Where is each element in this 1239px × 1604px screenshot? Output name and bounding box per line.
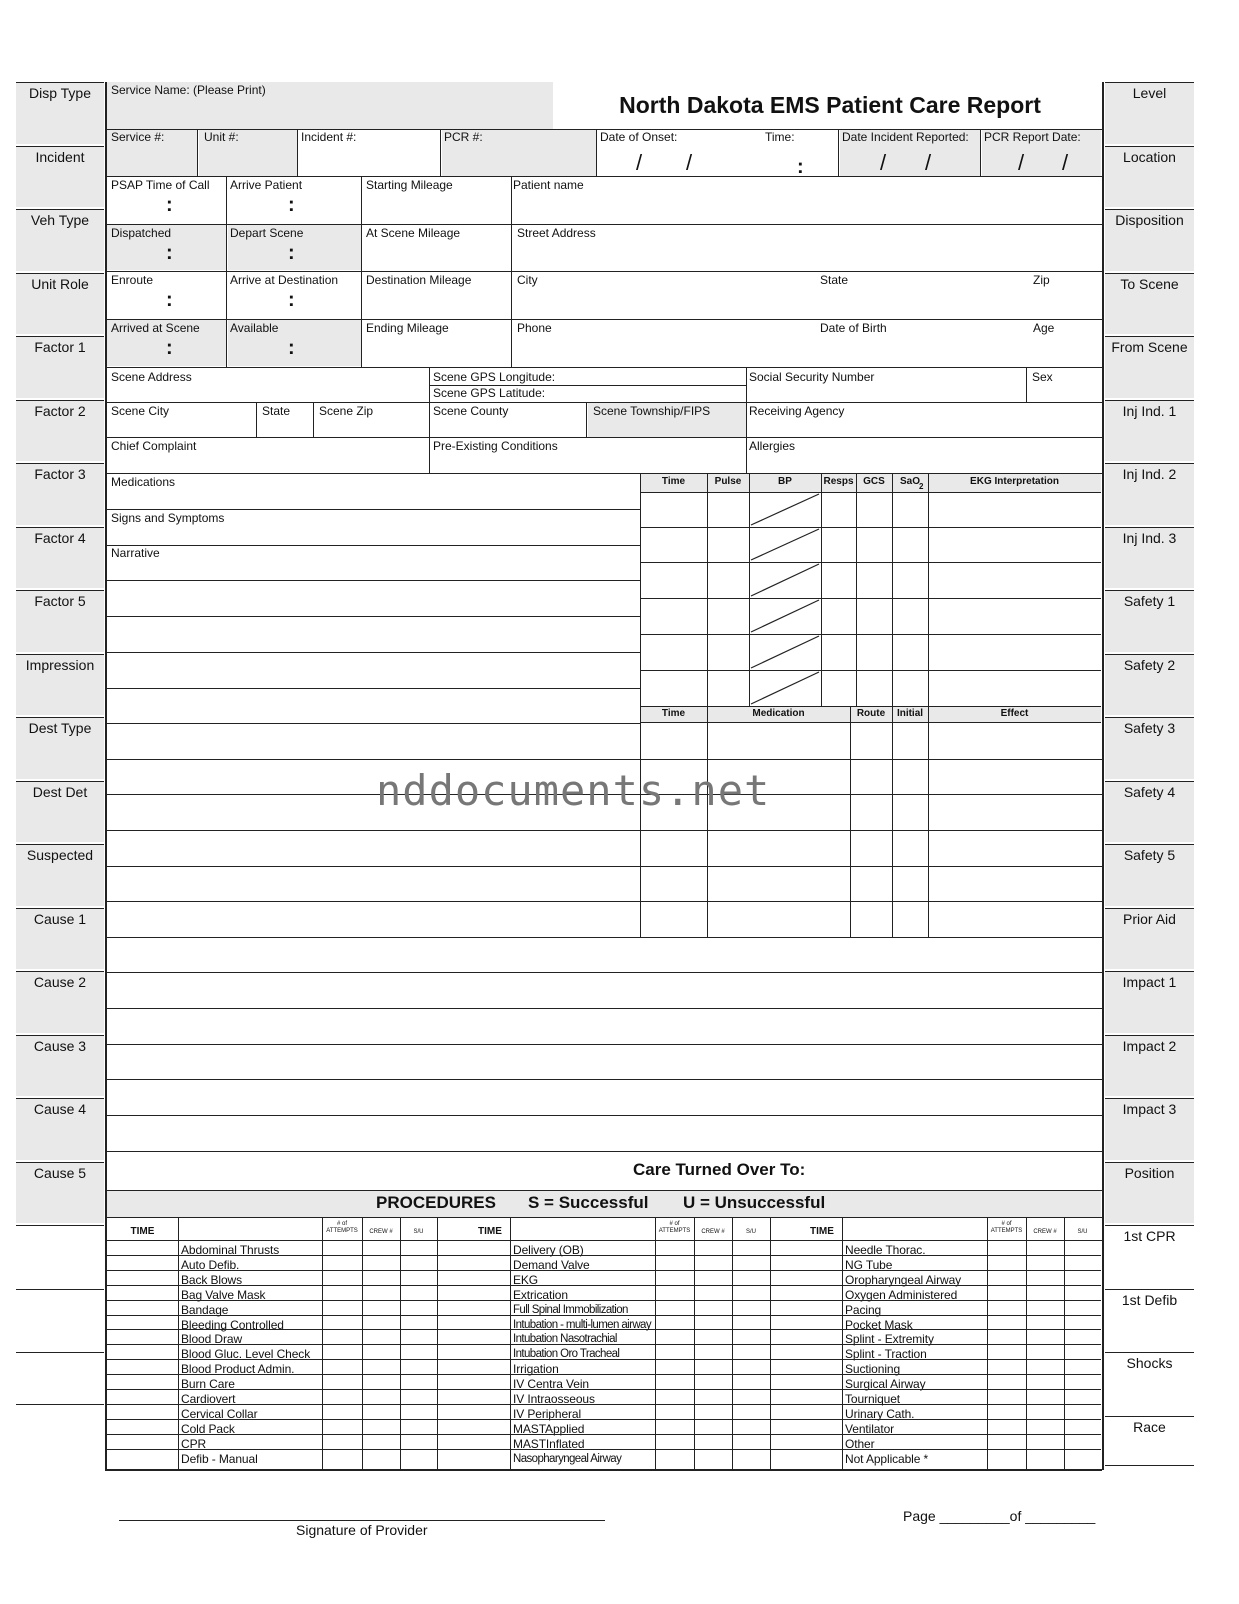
med-row bbox=[640, 901, 1101, 902]
date-slash: / bbox=[880, 150, 887, 175]
sao-subscript: 2 bbox=[919, 482, 924, 491]
proc-row bbox=[107, 1255, 1101, 1256]
left-code-6[interactable]: Factor 3 bbox=[16, 463, 104, 525]
right-code-2[interactable]: Disposition bbox=[1105, 209, 1194, 271]
bp-slash bbox=[751, 672, 819, 704]
rule bbox=[640, 722, 1101, 723]
left-code-5[interactable]: Factor 2 bbox=[16, 400, 104, 462]
age-label: Age bbox=[1033, 321, 1055, 335]
procedure-2-7[interactable]: Splint - Traction bbox=[845, 1347, 927, 1362]
left-code-13[interactable]: Cause 1 bbox=[16, 908, 104, 970]
procedure-2-0[interactable]: Needle Thorac. bbox=[845, 1243, 926, 1257]
right-code-5[interactable]: Inj Ind. 1 bbox=[1105, 400, 1194, 462]
time-colon: : bbox=[288, 194, 295, 216]
procedure-0-0[interactable]: Abdominal Thrusts bbox=[181, 1243, 280, 1257]
rule bbox=[105, 1217, 1102, 1218]
left-code-17[interactable]: Cause 5 bbox=[16, 1162, 104, 1224]
bp-slash bbox=[751, 529, 819, 560]
right-code-20[interactable]: Shocks bbox=[1126, 1355, 1173, 1371]
proc-row bbox=[107, 1359, 1101, 1360]
scene-address-label: Scene Address bbox=[111, 370, 192, 384]
time-colon: : bbox=[166, 337, 173, 359]
scene-county-label: Scene County bbox=[433, 404, 509, 418]
form-title: North Dakota EMS Patient Care Report bbox=[619, 92, 1041, 118]
date-slash: / bbox=[1018, 150, 1025, 175]
state-label: State bbox=[820, 273, 849, 287]
signs-label: Signs and Symptoms bbox=[111, 511, 225, 525]
proc-row bbox=[107, 1434, 1101, 1435]
procedure-0-14[interactable]: Defib - Manual bbox=[181, 1451, 258, 1466]
procedure-1-7[interactable]: Intubation Oro Tracheal bbox=[513, 1348, 620, 1361]
proc-row bbox=[107, 1300, 1101, 1301]
scene-city-label: Scene City bbox=[111, 404, 170, 418]
pcr-no-label: PCR #: bbox=[444, 130, 483, 144]
bp-slash bbox=[751, 636, 819, 668]
right-code-16[interactable]: Impact 3 bbox=[1105, 1098, 1194, 1160]
proc-attempts-header: # of ATTEMPTS bbox=[658, 1221, 691, 1234]
proc-su-header: S/U bbox=[745, 1229, 756, 1235]
time-colon: : bbox=[166, 289, 173, 311]
date-onset-label: Date of Onset: bbox=[600, 130, 678, 144]
proc-row bbox=[107, 1344, 1101, 1345]
time2-label-3: Available bbox=[230, 321, 279, 335]
med-row bbox=[640, 937, 1101, 938]
procedure-1-10[interactable]: IV Intraosseous bbox=[513, 1392, 595, 1406]
left-code-11[interactable]: Dest Det bbox=[16, 781, 104, 843]
time-label-2: Enroute bbox=[111, 273, 154, 287]
left-code-16[interactable]: Cause 4 bbox=[16, 1098, 104, 1160]
procedure-1-4[interactable]: Full Spinal Immobilization bbox=[513, 1303, 628, 1316]
med-header-1: Medication bbox=[752, 708, 805, 719]
procedure-2-8[interactable]: Suctioning bbox=[845, 1362, 901, 1377]
scene-township-label: Scene Township/FIPS bbox=[593, 404, 711, 418]
med-row bbox=[640, 830, 1101, 831]
date-slash: / bbox=[636, 150, 643, 175]
procedure-0-9[interactable]: Burn Care bbox=[181, 1377, 235, 1392]
procedure-2-6[interactable]: Splint - Extremity bbox=[845, 1332, 934, 1347]
time2-label-1: Depart Scene bbox=[230, 226, 304, 240]
procedure-0-2[interactable]: Back Blows bbox=[181, 1272, 243, 1287]
proc-row bbox=[107, 1285, 1101, 1286]
unsuccessful-legend: U = Unsuccessful bbox=[683, 1193, 826, 1212]
time-label: Time: bbox=[765, 130, 795, 144]
time-label-3: Arrived at Scene bbox=[111, 321, 200, 335]
right-code-4[interactable]: From Scene bbox=[1105, 336, 1194, 398]
proc-crew-header: CREW # bbox=[701, 1229, 725, 1235]
proc-row bbox=[107, 1419, 1101, 1420]
right-code-11[interactable]: Safety 4 bbox=[1105, 781, 1194, 843]
procedure-0-3[interactable]: Bag Valve Mask bbox=[181, 1287, 266, 1302]
date-reported-label: Date Incident Reported: bbox=[842, 130, 969, 144]
narrative-label: Narrative bbox=[111, 546, 160, 560]
procedure-1-6[interactable]: Intubation Nasotrachial bbox=[513, 1333, 617, 1346]
proc-attempts-header: # of ATTEMPTS bbox=[326, 1221, 358, 1234]
left-code-14[interactable]: Cause 2 bbox=[16, 971, 104, 1033]
med-header-3: Initial bbox=[896, 708, 924, 719]
proc-time-header: TIME bbox=[810, 1226, 834, 1237]
scene-state-label: State bbox=[262, 404, 291, 418]
watermark: nddocuments.net bbox=[376, 766, 771, 815]
bp-slash bbox=[751, 494, 819, 525]
right-code-14[interactable]: Impact 1 bbox=[1105, 971, 1194, 1033]
medications-label: Medications bbox=[111, 475, 176, 489]
procedure-1-13[interactable]: MASTInflated bbox=[513, 1436, 585, 1451]
rule bbox=[105, 1240, 1102, 1241]
left-code-15[interactable]: Cause 3 bbox=[16, 1035, 104, 1097]
procedure-2-11[interactable]: Urinary Cath. bbox=[845, 1406, 915, 1421]
med-div bbox=[892, 706, 893, 937]
right-code-13[interactable]: Prior Aid bbox=[1105, 908, 1194, 970]
right-code-10[interactable]: Safety 3 bbox=[1105, 717, 1194, 779]
procedure-1-12[interactable]: MASTApplied bbox=[513, 1421, 585, 1436]
left-code-8[interactable]: Factor 5 bbox=[16, 590, 104, 652]
procedure-0-10[interactable]: Cardiovert bbox=[181, 1392, 236, 1406]
time-colon: : bbox=[288, 289, 295, 311]
med-header-0: Time bbox=[661, 708, 686, 719]
procedure-2-13[interactable]: Other bbox=[845, 1436, 875, 1451]
patient-label-2: City bbox=[517, 273, 538, 287]
procedure-2-3[interactable]: Oxygen Administered bbox=[845, 1287, 958, 1302]
signature-line bbox=[119, 1520, 605, 1521]
proc-row bbox=[107, 1315, 1101, 1316]
procedures-title: PROCEDURES bbox=[376, 1193, 496, 1212]
proc-su-header: S/U bbox=[413, 1229, 424, 1235]
proc-attempts-header: # of ATTEMPTS bbox=[990, 1221, 1023, 1234]
allergies-label: Allergies bbox=[749, 439, 796, 453]
proc-row bbox=[107, 1404, 1101, 1405]
incident-no-label: Incident #: bbox=[301, 130, 357, 144]
med-row bbox=[640, 759, 1101, 760]
med-header-4: Effect bbox=[1000, 708, 1029, 719]
proc-row bbox=[107, 1449, 1101, 1450]
time-colon: : bbox=[166, 194, 173, 216]
procedure-0-4[interactable]: Bandage bbox=[181, 1302, 229, 1317]
left-code-0[interactable]: Disp Type bbox=[16, 82, 104, 144]
vitals-header-5: SaO bbox=[899, 476, 920, 487]
rule bbox=[105, 1469, 1102, 1471]
bp-slash bbox=[751, 600, 819, 632]
procedure-1-2[interactable]: EKG bbox=[513, 1272, 539, 1287]
med-div bbox=[640, 706, 641, 937]
patient-label-3: Phone bbox=[517, 321, 552, 335]
procedure-1-5[interactable]: Intubation - multi-lumen airway bbox=[513, 1318, 651, 1331]
vitals-header-4: GCS bbox=[863, 476, 885, 487]
right-code-18[interactable]: 1st CPR bbox=[1123, 1228, 1176, 1244]
right-code-0[interactable]: Level bbox=[1105, 82, 1194, 144]
proc-crew-header: CREW # bbox=[369, 1229, 393, 1235]
pcr-date-label: PCR Report Date: bbox=[984, 130, 1081, 144]
procedure-1-8[interactable]: Irrigation bbox=[513, 1362, 559, 1377]
complaint-label: Chief Complaint bbox=[111, 439, 197, 453]
procedure-2-4[interactable]: Pacing bbox=[845, 1302, 882, 1317]
med-div bbox=[707, 706, 708, 937]
right-code-8[interactable]: Safety 1 bbox=[1105, 590, 1194, 652]
procedure-1-9[interactable]: IV Centra Vein bbox=[513, 1377, 589, 1392]
sex-label: Sex bbox=[1032, 370, 1053, 384]
med-header-2: Route bbox=[856, 708, 886, 719]
page-label: Page _________of _________ bbox=[903, 1508, 1096, 1524]
preexisting-label: Pre-Existing Conditions bbox=[433, 439, 558, 453]
proc-time-header: TIME bbox=[130, 1226, 155, 1237]
time2-label-2: Arrive at Destination bbox=[230, 273, 339, 287]
time-label-0: PSAP Time of Call bbox=[111, 178, 210, 192]
receiving-label: Receiving Agency bbox=[749, 404, 845, 418]
proc-row bbox=[107, 1270, 1101, 1271]
left-code-12[interactable]: Suspected bbox=[16, 844, 104, 906]
mileage-label-3: Ending Mileage bbox=[366, 321, 449, 335]
procedure-0-8[interactable]: Blood Product Admin. bbox=[181, 1362, 295, 1377]
vitals-header-2: BP bbox=[778, 476, 792, 487]
right-code-12[interactable]: Safety 5 bbox=[1105, 844, 1194, 906]
right-code-21[interactable]: Race bbox=[1133, 1418, 1166, 1435]
med-row bbox=[640, 866, 1101, 867]
procedure-1-14[interactable]: Nasopharyngeal Airway bbox=[513, 1452, 622, 1465]
procedure-2-9[interactable]: Surgical Airway bbox=[845, 1377, 926, 1392]
left-code-1[interactable]: Incident bbox=[16, 146, 104, 208]
procedure-2-10[interactable]: Tourniquet bbox=[845, 1392, 901, 1406]
right-code-6[interactable]: Inj Ind. 2 bbox=[1105, 463, 1194, 525]
proc-crew-header: CREW # bbox=[1033, 1229, 1057, 1235]
vitals-header-3: Resps bbox=[823, 476, 854, 487]
procedure-2-14[interactable]: Not Applicable * bbox=[845, 1451, 929, 1466]
proc-time-header: TIME bbox=[478, 1226, 502, 1237]
date-slash: / bbox=[1062, 150, 1069, 175]
med-div bbox=[928, 706, 929, 937]
proc-su-header: S/U bbox=[1077, 1229, 1088, 1235]
time-colon: : bbox=[288, 242, 295, 264]
ssn-label: Social Security Number bbox=[749, 370, 875, 384]
procedure-2-1[interactable]: NG Tube bbox=[845, 1257, 893, 1272]
successful-legend: S = Successful bbox=[528, 1193, 649, 1212]
service-name-label: Service Name: (Please Print) bbox=[111, 83, 266, 97]
mileage-label-1: At Scene Mileage bbox=[366, 226, 461, 240]
procedure-0-7[interactable]: Blood Gluc. Level Check bbox=[181, 1347, 311, 1362]
care-turned-over-label: Care Turned Over To: bbox=[633, 1160, 806, 1179]
procedure-1-3[interactable]: Extrication bbox=[513, 1287, 568, 1302]
date-slash: / bbox=[925, 150, 932, 175]
proc-row bbox=[107, 1374, 1101, 1375]
procedure-2-2[interactable]: Oropharyngeal Airway bbox=[845, 1272, 962, 1287]
procedure-1-1[interactable]: Demand Valve bbox=[513, 1257, 590, 1272]
service-no-label: Service #: bbox=[111, 130, 165, 144]
procedure-0-12[interactable]: Cold Pack bbox=[181, 1421, 235, 1436]
date-slash: / bbox=[686, 150, 693, 175]
patient-label-0: Patient name bbox=[513, 178, 584, 192]
procedure-1-0[interactable]: Delivery (OB) bbox=[513, 1243, 584, 1257]
vitals-header-6: EKG Interpretation bbox=[970, 476, 1059, 487]
patient-label-1: Street Address bbox=[517, 226, 596, 240]
dob-label: Date of Birth bbox=[820, 321, 887, 335]
procedure-1-11[interactable]: IV Peripheral bbox=[513, 1406, 582, 1421]
signature-label: Signature of Provider bbox=[296, 1522, 428, 1538]
left-code-10[interactable]: Dest Type bbox=[16, 717, 104, 779]
right-code-1[interactable]: Location bbox=[1105, 146, 1194, 208]
scene-zip-label: Scene Zip bbox=[319, 404, 374, 418]
right-code-17[interactable]: Position bbox=[1105, 1162, 1194, 1224]
left-code-2[interactable]: Veh Type bbox=[16, 209, 104, 271]
unit-no-label: Unit #: bbox=[204, 130, 239, 144]
bp-slash bbox=[751, 564, 819, 596]
gps-long-label: Scene GPS Longitude: bbox=[433, 370, 556, 384]
procedure-2-5[interactable]: Pocket Mask bbox=[845, 1317, 913, 1332]
proc-row bbox=[107, 1389, 1101, 1390]
time2-label-0: Arrive Patient bbox=[230, 178, 303, 192]
mileage-label-0: Starting Mileage bbox=[366, 178, 453, 192]
procedure-0-1[interactable]: Auto Defib. bbox=[181, 1257, 240, 1272]
time-colon: : bbox=[288, 337, 295, 359]
zip-label: Zip bbox=[1033, 273, 1050, 287]
left-code-3[interactable]: Unit Role bbox=[16, 273, 104, 335]
left-code-7[interactable]: Factor 4 bbox=[16, 527, 104, 589]
right-code-15[interactable]: Impact 2 bbox=[1105, 1035, 1194, 1097]
time-colon: : bbox=[797, 156, 804, 178]
med-div bbox=[850, 706, 851, 937]
left-code-4[interactable]: Factor 1 bbox=[16, 336, 104, 398]
vitals-header-1: Pulse bbox=[714, 476, 742, 487]
vitals-header-0: Time bbox=[661, 476, 686, 487]
left-code-9[interactable]: Impression bbox=[16, 654, 104, 716]
right-code-7[interactable]: Inj Ind. 3 bbox=[1105, 527, 1194, 589]
right-code-9[interactable]: Safety 2 bbox=[1105, 654, 1194, 716]
proc-row bbox=[107, 1329, 1101, 1330]
right-code-3[interactable]: To Scene bbox=[1105, 273, 1194, 335]
procedure-0-11[interactable]: Cervical Collar bbox=[181, 1406, 258, 1421]
time-label-1: Dispatched bbox=[111, 226, 172, 240]
mileage-label-2: Destination Mileage bbox=[366, 273, 472, 287]
procedure-0-6[interactable]: Blood Draw bbox=[181, 1332, 243, 1347]
time-colon: : bbox=[166, 242, 173, 264]
right-code-19[interactable]: 1st Defib bbox=[1121, 1291, 1178, 1308]
procedure-0-13[interactable]: CPR bbox=[181, 1436, 207, 1451]
procedure-0-5[interactable]: Bleeding Controlled bbox=[181, 1317, 284, 1332]
gps-lat-label: Scene GPS Latitude: bbox=[433, 386, 546, 400]
procedure-2-12[interactable]: Ventilator bbox=[845, 1421, 895, 1436]
